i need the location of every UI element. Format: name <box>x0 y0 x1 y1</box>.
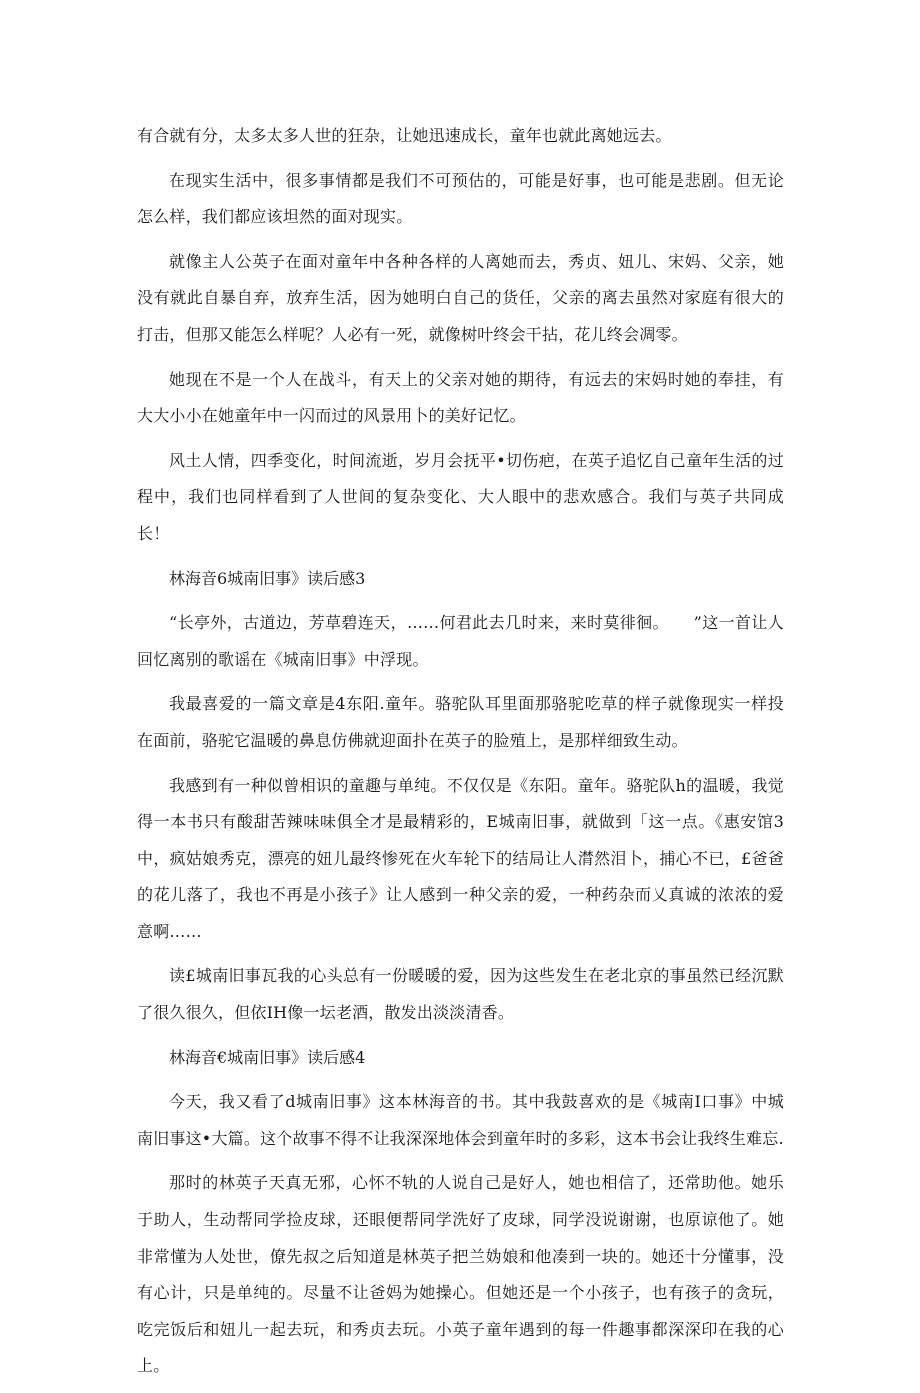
paragraph-11: 那时的林英子天真无邪，心怀不轨的人说自己是好人，她也相信了，还常助他。她乐于助人，生动帮同学捡皮球，还眼便帮同学洗好了皮球，同学没说谢谢，也原谅他了。她非常懂为人处世，僚先叔之后知道是林英子把兰妫娘和他凑到一块的。她还十分懂事，没有心计，只是单纯的。尽量不让爸妈为她操心。但她还是一个小孩子，也有孩子的贪玩，吃完饭后和妞儿一起去玩，和秀贞去玩。小英子童年遇到的每一件趣事都深深印在我的心上。 <box>137 1173 784 1376</box>
paragraph-6: “长亭外，古道边，芳草碧连天，……何君此去几时来，来时莫徘徊。 ”这一首让人回忆离别的歌谣在《城南旧事》中浮现。 <box>137 613 784 669</box>
paragraph-10: 今天，我又看了d城南旧事》这本林海音的书。其中我鼓喜欢的是《城南I口事》中城南旧事这•大篇。这个故事不得不让我深深地体会到童年时的多彩，这本书会让我终生难忘. <box>137 1092 784 1148</box>
paragraph-8: 我感到有一种似曾相识的童趣与单纯。不仅仅是《东阳。童年。骆驼队h的温暖，我觉得一本书只有酸甜苦辣味味俱全才是最精彩的，E城南旧事，就做到「这一点。《惠安馆3中，疯姑娘秀克，漂亮的妞儿最终惨死在火车轮下的结局让人潸然泪卜，捕心不已，£爸爸的花儿落了，我也不再是小孩子》让人感到一种父亲的爱，一种药杂而乂真诚的浓浓的爱意啊…… <box>137 775 784 941</box>
paragraph-9: 读£城南旧事瓦我的心头总有一份暖暖的爱，因为这些发生在老北京的事虽然已经沉默了很久很久，但依IH像一坛老酒，散发出淡淡清香。 <box>137 966 784 1023</box>
paragraph-2: 在现实生活中，很多事情都是我们不可预估的，可能是好事，也可能是悲剧。但无论怎么样，我们都应该坦然的面对现实。 <box>137 170 784 227</box>
paragraph-4: 她现在不是一个人在战斗，有天上的父亲对她的期待，有远去的宋妈时她的奉挂，有大大小小在她童年中一闪而过的风景用卜的美好记忆。 <box>137 369 784 426</box>
paragraph-3: 就像主人公英子在面对童年中各种各样的人离她而去，秀贞、妞儿、宋妈、父亲，她没有就此自暴自弃，放弃生活，因为她明白自己的货任，父亲的离去虽然对家庭有很大的打击，但那又能怎么样呢？人必有一死，就像树叶终会干拈，花儿终会凋零。 <box>137 251 784 344</box>
paragraph-5: 风土人情，四季变化，时间流逝，岁月会抚平•切伤疤，在英子追忆自己童年生活的过程中，我们也同样看到了人世间的复杂变化、大人眼中的悲欢感合。我们与英子共同成长！ <box>137 450 784 543</box>
section-heading-4: 林海音€城南旧事》读后感4 <box>169 1047 366 1067</box>
document-body <box>137 118 784 1393</box>
section-heading-3: 林海音6城南旧事》读后感3 <box>169 568 366 588</box>
paragraph-1: 有合就有分，太多太多人世的狂杂，让她迅速成长，童年也就此离她远去。 <box>137 126 672 145</box>
paragraph-7: 我最喜爱的一篇文章是4东阳.童年。骆驼队耳里面那骆驼吃草的样子就像现实一样投在面前，骆驼它温暖的鼻息仿佛就迎面扑在英子的脸殖上，是那样细致生动。 <box>137 694 784 750</box>
